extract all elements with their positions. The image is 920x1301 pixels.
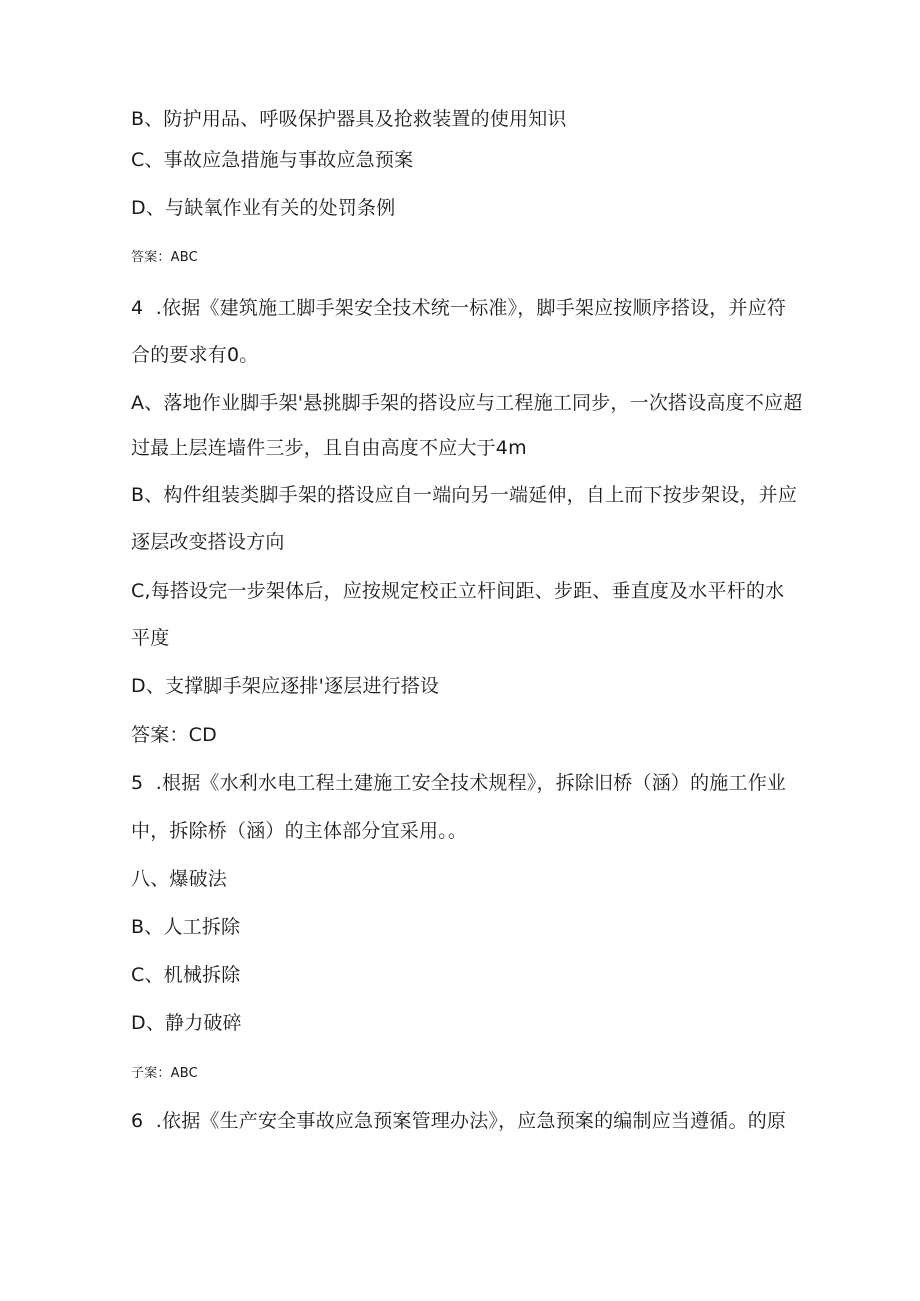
answer-q3: 答案：ABC xyxy=(131,250,198,265)
option-c-q5: C、机械拆除 xyxy=(131,964,241,986)
option-b-q4-line-2: 逐层改变搭设方向 xyxy=(131,531,285,553)
option-a-q4-line-2: 过最上层连墙件三步，且自由高度不应大于4m xyxy=(131,437,527,459)
answer-q4: 答案：CD xyxy=(131,724,217,746)
option-d-q5: D、静力破碎 xyxy=(131,1012,242,1034)
option-a-q5: 八、爆破法 xyxy=(131,868,228,890)
option-c-q3: C、事故应急措施与事故应急预案 xyxy=(131,149,414,171)
option-b-q4-line-1: B、构件组装类脚手架的搭设应自一端向另一端延伸，自上而下按步架设，并应 xyxy=(131,484,798,506)
option-d-q3: D、与缺氧作业有关的处罚条例 xyxy=(131,197,396,219)
question-6-line-1: 6 .依据《生产安全事故应急预案管理办法》，应急预案的编制应当遵循。的原 xyxy=(131,1110,787,1132)
question-5-line-1: 5 .根据《水利水电工程土建施工安全技术规程》，拆除旧桥（涵）的施工作业 xyxy=(131,772,787,794)
question-4-line-1: 4 .依据《建筑施工脚手架安全技术统一标准》，脚手架应按顺序搭设，并应符 xyxy=(131,297,787,319)
option-c-q4-line-1: C,每搭设完一步架体后，应按规定校正立杆间距、步距、垂直度及水平杆的水 xyxy=(131,580,785,602)
question-4-line-2: 合的要求有0。 xyxy=(131,344,259,366)
question-5-line-2: 中，拆除桥（涵）的主体部分宜采用。。 xyxy=(131,820,468,842)
option-c-q4-line-2: 平度 xyxy=(131,627,170,649)
option-b-q5: B、人工拆除 xyxy=(131,916,241,938)
option-b-q3: B、防护用品、呼吸保护器具及抢救装置的使用知识 xyxy=(131,108,567,130)
option-d-q4: D、支撑脚手架应逐排'逐层进行搭设 xyxy=(131,675,440,697)
option-a-q4-line-1: A、落地作业脚手架'悬挑脚手架的搭设应与工程施工同步，一次搭设高度不应超 xyxy=(131,392,803,414)
answer-q5: 子案：ABC xyxy=(131,1066,198,1081)
